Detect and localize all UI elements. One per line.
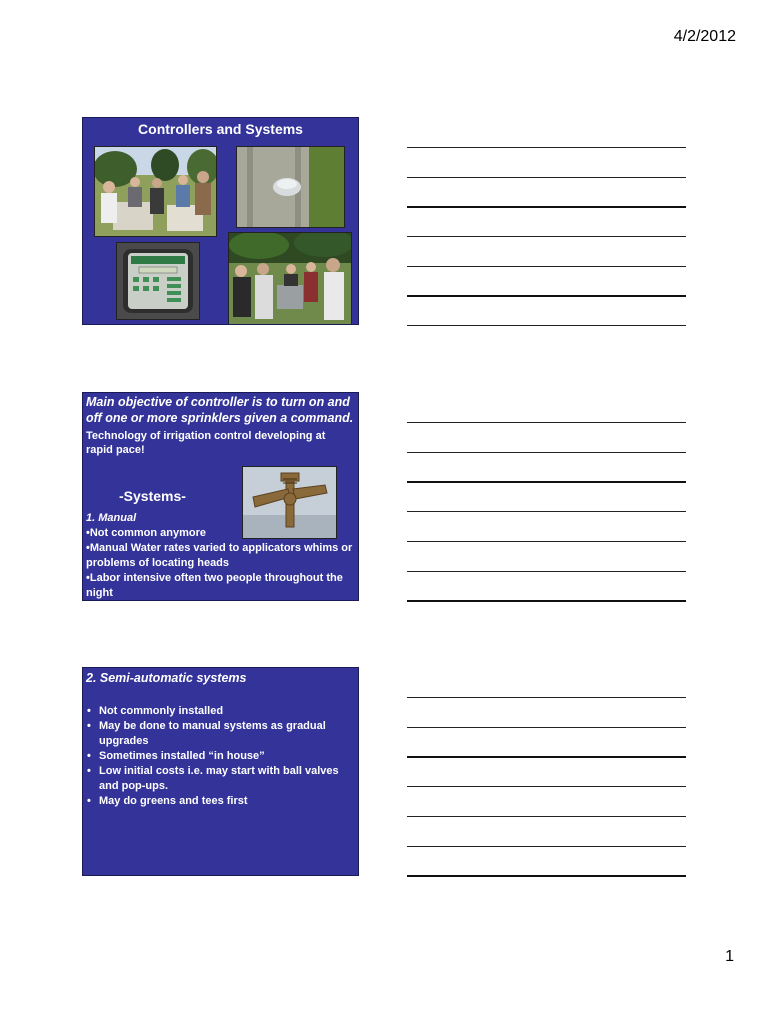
note-line [407,422,686,423]
bullet-icon: • [87,765,91,777]
photo-controller-panel [116,242,200,320]
slide-controller-objective [82,392,359,601]
note-line [407,816,686,817]
note-line [407,266,686,267]
list-item [86,764,358,794]
list-item-text: Sometimes installed “in house” [99,750,265,762]
list-item [86,704,358,719]
note-line [407,452,686,453]
bullet-icon: • [87,720,91,732]
manual-label: 1. Manual [86,512,137,524]
note-line [407,600,686,602]
note-line [407,846,686,847]
slide-semi-automatic-systems [82,667,359,876]
photo-controller-box [236,146,345,228]
bullet-icon: • [87,705,91,717]
note-line [407,697,686,698]
bullet-list [86,704,358,809]
list-item-text: May be done to manual systems as gradual upgrades [99,720,326,747]
note-line [407,511,686,512]
list-item [86,794,358,809]
note-line [407,481,686,483]
slide-title: Controllers and Systems [138,121,303,137]
note-line [407,295,686,297]
bullet-icon: • [87,795,91,807]
photo-group-outdoors [94,146,217,237]
note-line [407,756,686,758]
note-line [407,541,686,542]
bullet-item: •Not common anymore [86,527,206,539]
note-line [407,147,686,148]
slide-subheading: Technology of irrigation control developing at rapid pace! [86,430,326,456]
bullet-item: •Manual Water rates varied to applicators whims or problems of locating heads [86,542,353,569]
list-item-text: Not commonly installed [99,705,224,717]
bullet-icon: • [87,750,91,762]
page-date: 4/2/2012 [673,28,736,45]
list-item-text: Low initial costs i.e. may start with ball valves and pop-ups. [99,765,339,792]
list-item-text: May do greens and tees first [99,795,248,807]
note-line [407,786,686,787]
note-line [407,875,686,877]
note-line [407,325,686,326]
note-line [407,177,686,178]
note-line [407,571,686,572]
note-line [407,206,686,208]
slide-heading: Main objective of controller is to turn on and off one or more sprinklers given a command. [86,395,354,425]
slide-controllers-and-systems [82,117,359,325]
photo-people-at-controller [228,232,352,325]
systems-label: -Systems- [119,488,186,504]
note-line [407,727,686,728]
note-line [407,236,686,237]
list-item [86,749,358,764]
list-item [86,719,358,749]
bullet-item: •Labor intensive often two people throughout the night [86,572,343,599]
slide-heading: 2. Semi-automatic systems [86,671,247,685]
page-number: 1 [725,948,734,965]
